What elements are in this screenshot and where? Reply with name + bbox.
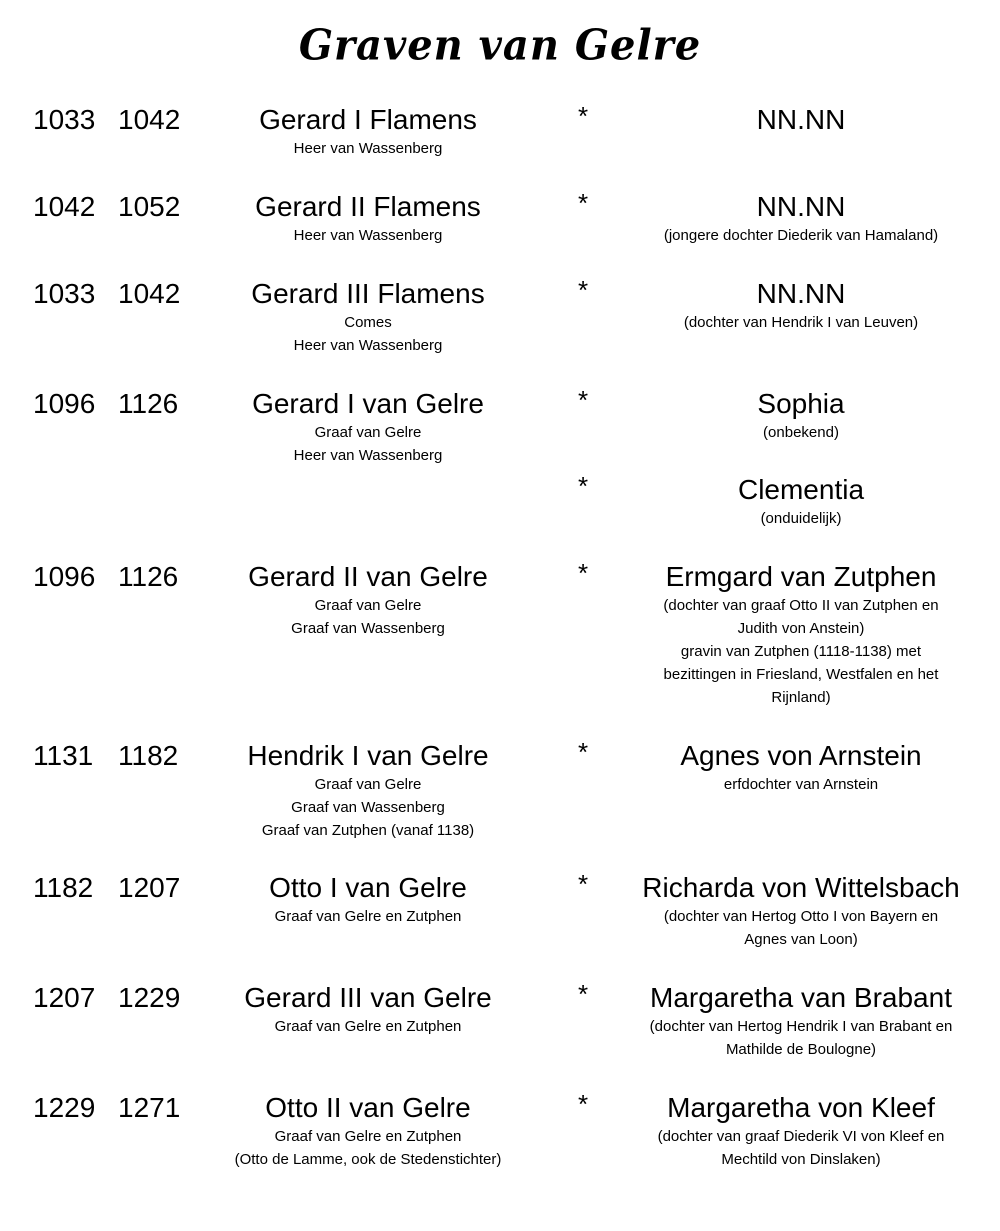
- spouse-note: (dochter van Hertog Otto I von Bayern en: [663, 908, 939, 925]
- reign-end-year: 1042: [118, 104, 181, 135]
- marriage-marker: *: [578, 471, 589, 501]
- reign-start-year: 1182: [33, 872, 94, 903]
- marriage-marker: *: [578, 101, 589, 131]
- spouse-info: [620, 739, 982, 796]
- reign-start-year: 1096: [33, 388, 96, 419]
- spouse-name: NN.NN: [756, 191, 846, 222]
- spouse-note: gravin van Zutphen (1118-1138) met: [680, 643, 922, 660]
- spouse-note: (onbekend): [763, 424, 839, 441]
- marriage-marker: *: [578, 275, 589, 305]
- spouse-info: [620, 981, 982, 1061]
- count-info: [218, 871, 518, 928]
- spouse-info: [620, 473, 982, 530]
- spouse-info: [620, 387, 982, 444]
- marriage-marker: *: [578, 737, 589, 767]
- spouse-note: Agnes van Loon): [744, 931, 858, 948]
- count-title: Heer van Wassenberg: [293, 227, 443, 244]
- spouse-note: Mathilde de Boulogne): [725, 1041, 877, 1058]
- reign-start-year: 1033: [33, 104, 96, 135]
- spouse-info: [620, 103, 982, 137]
- count-title: Graaf van Wassenberg: [291, 799, 445, 816]
- count-title: Graaf van Gelre: [314, 597, 422, 614]
- marriage-marker: *: [578, 869, 589, 899]
- spouse-note: (dochter van graaf Diederik VI von Kleef en: [657, 1128, 945, 1145]
- reign-start-year: 1033: [33, 278, 96, 309]
- spouse-note: Mechtild von Dinslaken): [721, 1151, 881, 1168]
- spouse-note: (jongere dochter Diederik van Hamaland): [663, 227, 939, 244]
- spouse-name: Ermgard van Zutphen: [665, 561, 937, 592]
- count-title: Graaf van Gelre en Zutphen: [274, 1018, 462, 1035]
- spouse-note: Rijnland): [771, 689, 831, 706]
- count-title: Graaf van Gelre: [314, 776, 422, 793]
- spouse-name: Margaretha von Kleef: [667, 1092, 935, 1123]
- count-name: Gerard III van Gelre: [244, 982, 492, 1013]
- spouse-note: Judith von Anstein): [737, 620, 865, 637]
- count-title: Graaf van Zutphen (vanaf 1138): [261, 822, 475, 839]
- reign-start-year: 1229: [33, 1092, 96, 1123]
- spouse-name: Clementia: [737, 474, 865, 505]
- count-title: (Otto de Lamme, ook de Stedenstichter): [234, 1151, 502, 1168]
- marriage-marker: *: [578, 385, 589, 415]
- count-title: Heer van Wassenberg: [293, 337, 443, 354]
- count-title: Heer van Wassenberg: [293, 140, 443, 157]
- count-title: Graaf van Gelre en Zutphen: [274, 1128, 462, 1145]
- reign-end-year: 1126: [118, 388, 179, 419]
- count-name: Gerard III Flamens: [251, 278, 485, 309]
- spouse-note: erfdochter van Arnstein: [723, 776, 879, 793]
- count-info: [218, 387, 518, 467]
- spouse-note: (dochter van graaf Otto II van Zutphen en: [663, 597, 939, 614]
- marriage-marker: *: [578, 1089, 589, 1119]
- count-info: [218, 277, 518, 357]
- count-name: Gerard II van Gelre: [248, 561, 488, 592]
- count-title: Graaf van Gelre: [314, 424, 422, 441]
- count-name: Otto II van Gelre: [265, 1092, 471, 1123]
- count-info: [218, 103, 518, 160]
- spouse-name: Margaretha van Brabant: [650, 982, 952, 1013]
- count-name: Gerard I Flamens: [259, 104, 477, 135]
- reign-start-year: 1096: [33, 561, 96, 592]
- reign-end-year: 1052: [118, 191, 181, 222]
- spouse-name: NN.NN: [756, 278, 846, 309]
- spouse-note: (dochter van Hertog Hendrik I van Brabant en: [649, 1018, 953, 1035]
- count-info: [218, 190, 518, 247]
- spouse-note: (onduidelijk): [760, 510, 842, 527]
- count-name: Gerard II Flamens: [255, 191, 481, 222]
- count-title: Graaf van Wassenberg: [291, 620, 445, 637]
- spouse-name: Sophia: [757, 388, 845, 419]
- reign-end-year: 1182: [118, 740, 179, 771]
- reign-end-year: 1229: [118, 982, 181, 1013]
- count-name: Otto I van Gelre: [269, 872, 467, 903]
- count-info: [218, 560, 518, 640]
- spouse-name: NN.NN: [756, 104, 846, 135]
- spouse-info: [620, 277, 982, 334]
- marriage-marker: *: [578, 558, 589, 588]
- reign-start-year: 1207: [33, 982, 96, 1013]
- spouse-info: [620, 871, 982, 951]
- count-title: Heer van Wassenberg: [293, 447, 443, 464]
- count-info: [218, 981, 518, 1038]
- spouse-note: bezittingen in Friesland, Westfalen en het: [663, 666, 939, 683]
- spouse-info: [620, 560, 982, 709]
- reign-end-year: 1042: [118, 278, 181, 309]
- count-name: Hendrik I van Gelre: [247, 740, 489, 771]
- spouse-info: [620, 1091, 982, 1171]
- reign-end-year: 1271: [118, 1092, 181, 1123]
- reign-end-year: 1126: [118, 561, 179, 592]
- count-title: Graaf van Gelre en Zutphen: [274, 908, 462, 925]
- reign-end-year: 1207: [118, 872, 181, 903]
- spouse-name: Richarda von Wittelsbach: [642, 872, 960, 903]
- spouse-note: (dochter van Hendrik I van Leuven): [683, 314, 919, 331]
- reign-start-year: 1042: [33, 191, 96, 222]
- marriage-marker: *: [578, 188, 589, 218]
- page-title: Graven van Gelre: [298, 20, 702, 71]
- marriage-marker: *: [578, 979, 589, 1009]
- count-info: [218, 739, 518, 842]
- count-info: [218, 1091, 518, 1171]
- spouse-name: Agnes von Arnstein: [680, 740, 922, 771]
- count-title: Comes: [344, 314, 392, 331]
- count-name: Gerard I van Gelre: [252, 388, 484, 419]
- spouse-info: [620, 190, 982, 247]
- reign-start-year: 1131: [33, 740, 94, 771]
